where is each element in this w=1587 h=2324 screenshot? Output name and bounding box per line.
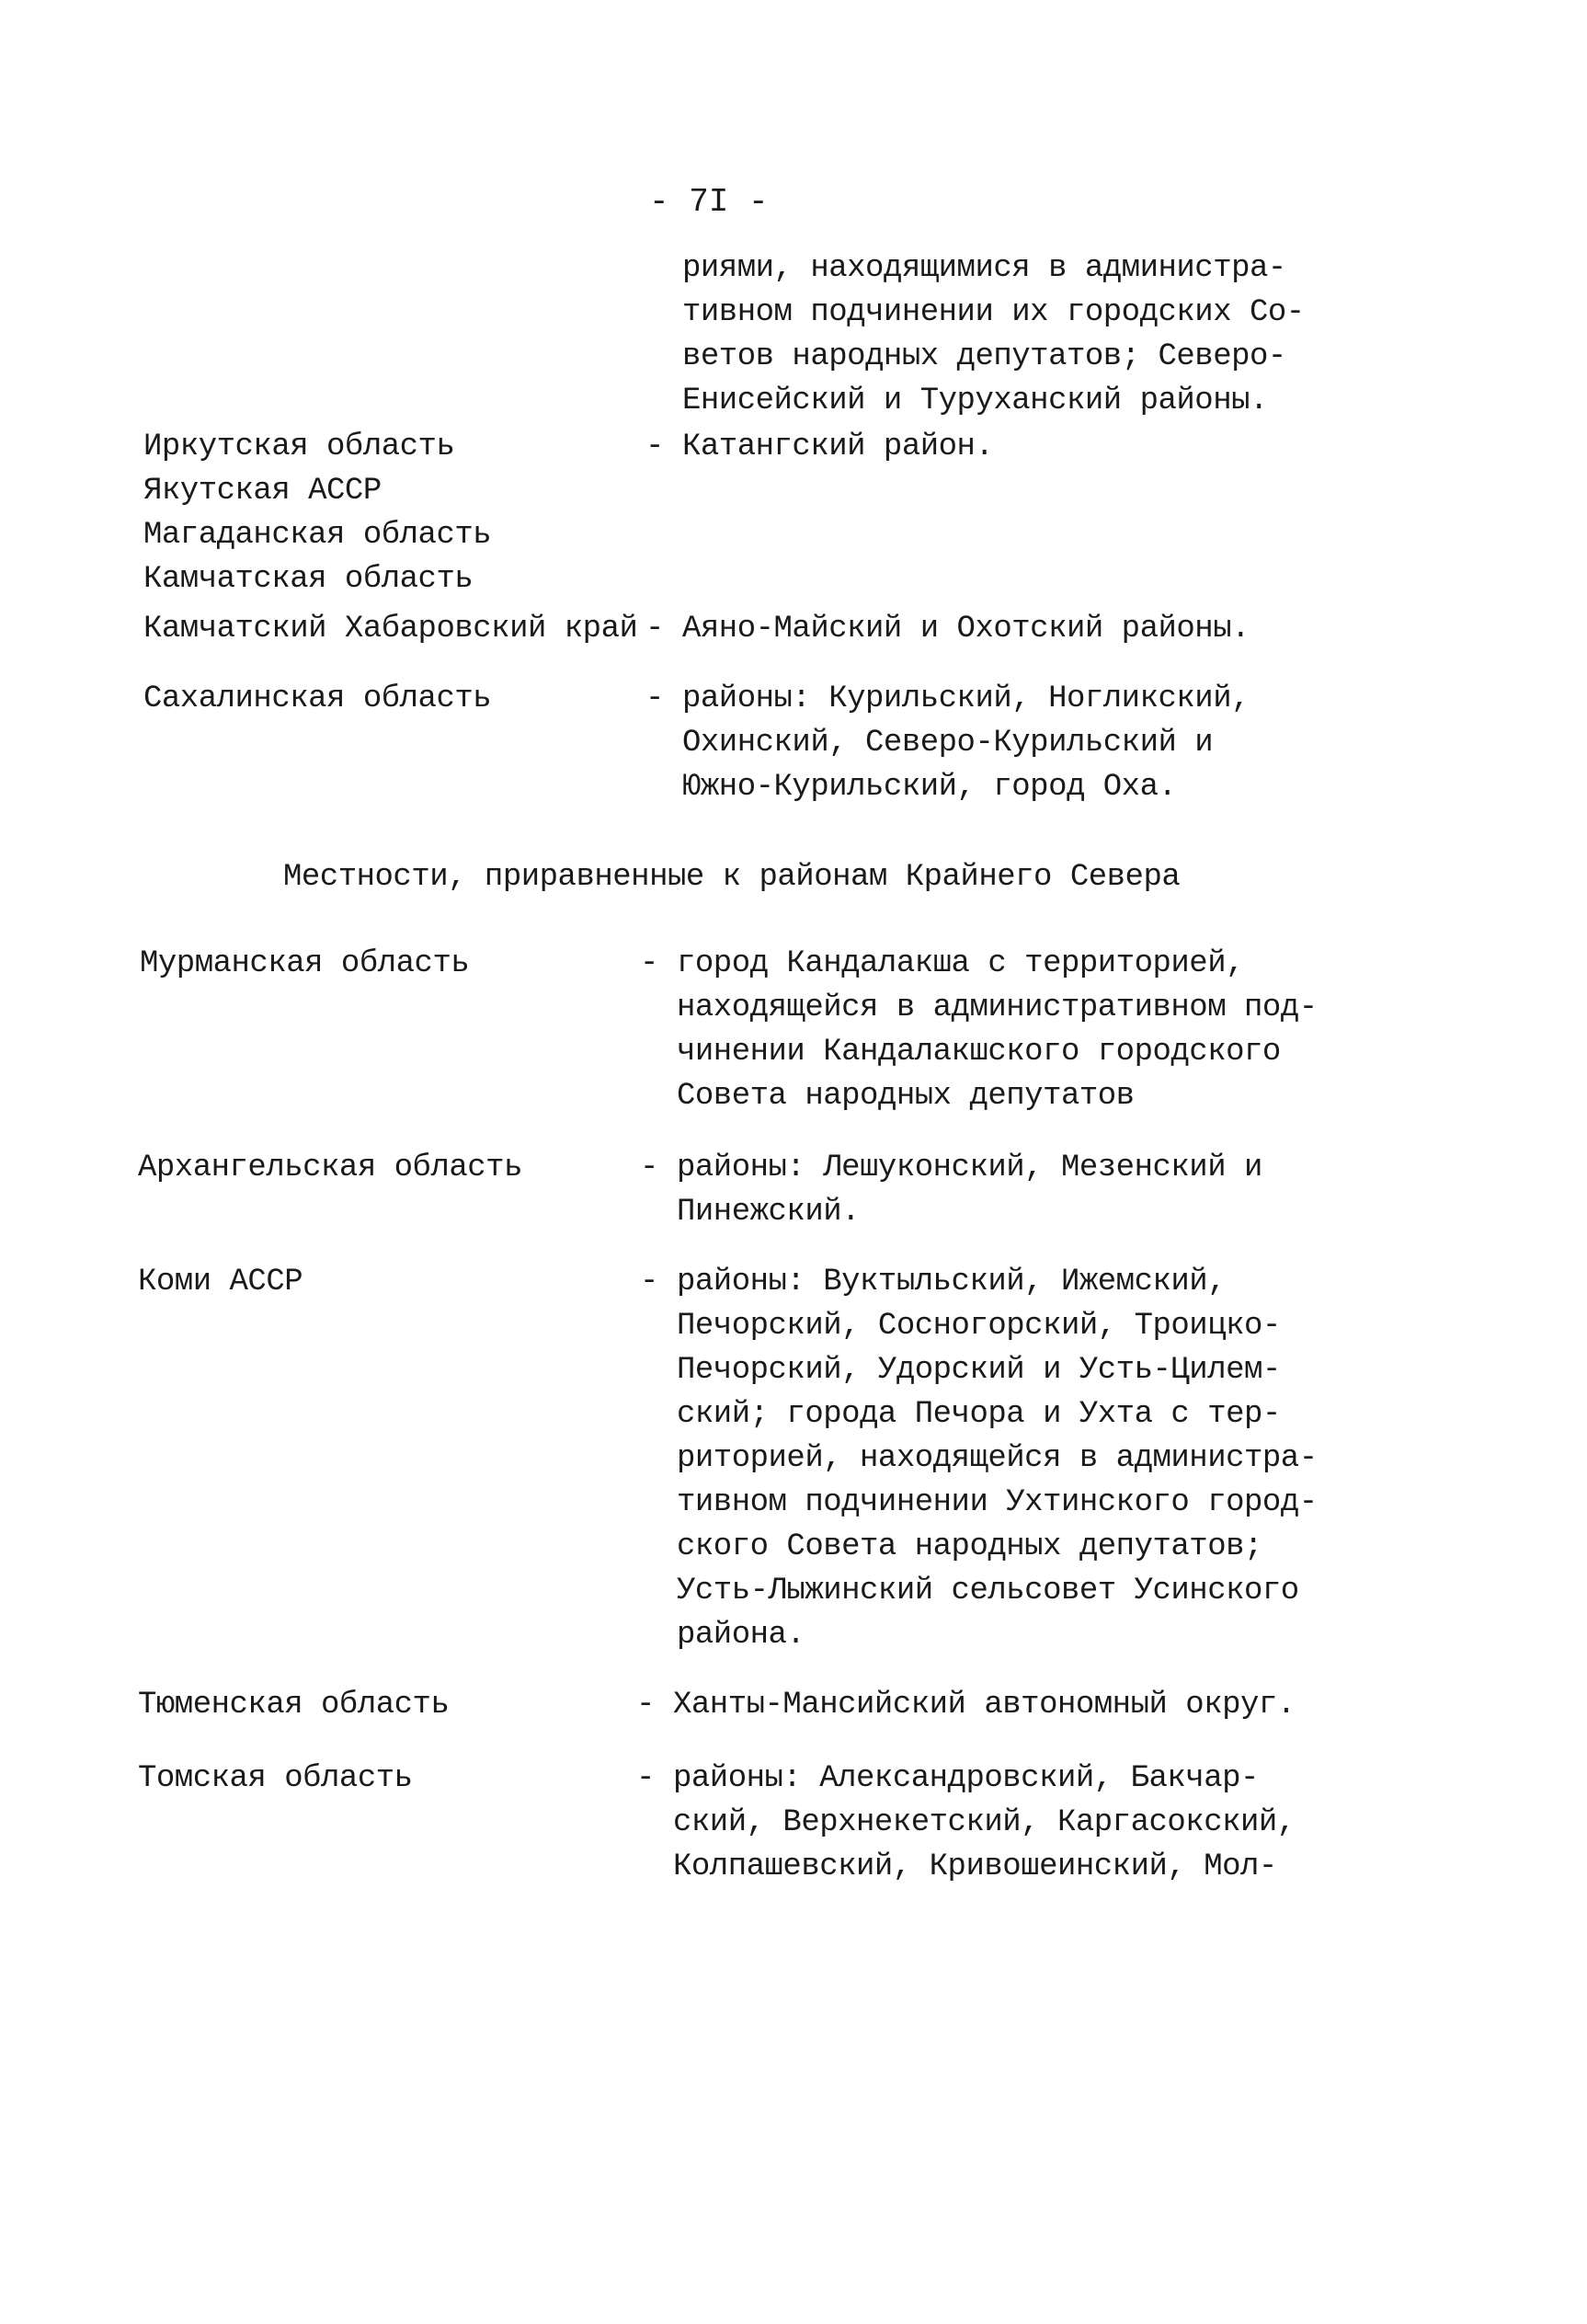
region-khabarovsk: Камчатский Хабаровский край [143,612,638,647]
section-heading: Местности, приравненные к районам Крайнего Севера [283,860,1181,895]
desc-line: Охинский, Северо-Курильский и [682,726,1214,761]
entry-dash: - [640,1151,658,1185]
region-murmansk-desc [677,942,1318,1118]
desc-line: районы: Александровский, Бакчар- [673,1761,1259,1796]
desc-line: находящейся в административном под- [677,990,1318,1025]
region-yakutia: Якутская АССР [143,474,382,509]
desc-line: чинении Кандалакшского городского [677,1035,1281,1070]
desc-line: Ханты-Мансийский автономный округ. [673,1688,1296,1723]
desc-line: Колпашевский, Кривошеинский, Мол- [673,1849,1277,1884]
entry-dash: - [640,1265,658,1299]
desc-line: Южно-Курильский, город Оха. [682,770,1177,805]
region-arkhangelsk: Архангельская область [138,1151,522,1185]
region-komi: Коми АССР [138,1265,303,1299]
desc-line: риторией, находящейся в администра- [677,1441,1318,1476]
desc-line: Пинежский. [677,1195,861,1230]
region-sakhalin-desc [682,677,1250,809]
entry-dash: - [636,1761,655,1796]
page-number: - 7I - [649,183,769,221]
region-murmansk: Мурманская область [140,946,470,981]
continuation-line: риями, находящимися в администра- [682,251,1286,286]
desc-line: ский; города Печора и Ухта с тер- [677,1397,1281,1432]
entry-dash: - [645,612,664,647]
continuation-text [682,246,1305,423]
continuation-line: Енисейский и Туруханский районы. [682,384,1268,418]
desc-line: районы: Лешуконский, Мезенский и [677,1151,1262,1185]
desc-line: город Кандалакша с территорией, [677,946,1245,981]
desc-line: района. [677,1618,805,1653]
region-tomsk-desc [673,1757,1296,1889]
desc-line: районы: Вуктыльский, Ижемский, [677,1265,1227,1299]
desc-line: Совета народных депутатов [677,1079,1135,1114]
entry-dash: - [640,946,658,981]
desc-line: ский, Верхнекетский, Каргасокский, [673,1805,1296,1840]
region-kamchatka: Камчатская область [143,562,474,597]
desc-line: Катангский район. [682,429,994,464]
region-irkutsk-desc [682,425,993,469]
region-khabarovsk-desc [682,607,1250,651]
entry-dash: - [636,1688,655,1723]
region-arkhangelsk-desc [677,1146,1262,1234]
region-irkutsk: Иркутская область [143,429,455,464]
continuation-line: тивном подчинении их городских Со- [682,295,1305,330]
desc-line: Аяно-Майский и Охотский районы. [682,612,1250,647]
desc-line: Печорский, Удорский и Усть-Цилем- [677,1353,1281,1388]
desc-line: тивном подчинении Ухтинского город- [677,1485,1318,1520]
region-tomsk: Томская область [138,1761,413,1796]
region-tyumen-desc [673,1683,1296,1727]
region-magadan: Магаданская область [143,518,492,553]
region-komi-desc [677,1260,1318,1657]
desc-line: ского Совета народных депутатов; [677,1529,1262,1564]
region-tyumen: Тюменская область [138,1688,450,1723]
desc-line: Усть-Лыжинский сельсовет Усинского [677,1574,1299,1608]
desc-line: районы: Курильский, Ногликский, [682,681,1250,716]
continuation-line: ветов народных депутатов; Северо- [682,339,1286,374]
entry-dash: - [645,429,664,464]
region-sakhalin: Сахалинская область [143,681,492,716]
entry-dash: - [645,681,664,716]
desc-line: Печорский, Сосногорский, Троицко- [677,1309,1281,1344]
